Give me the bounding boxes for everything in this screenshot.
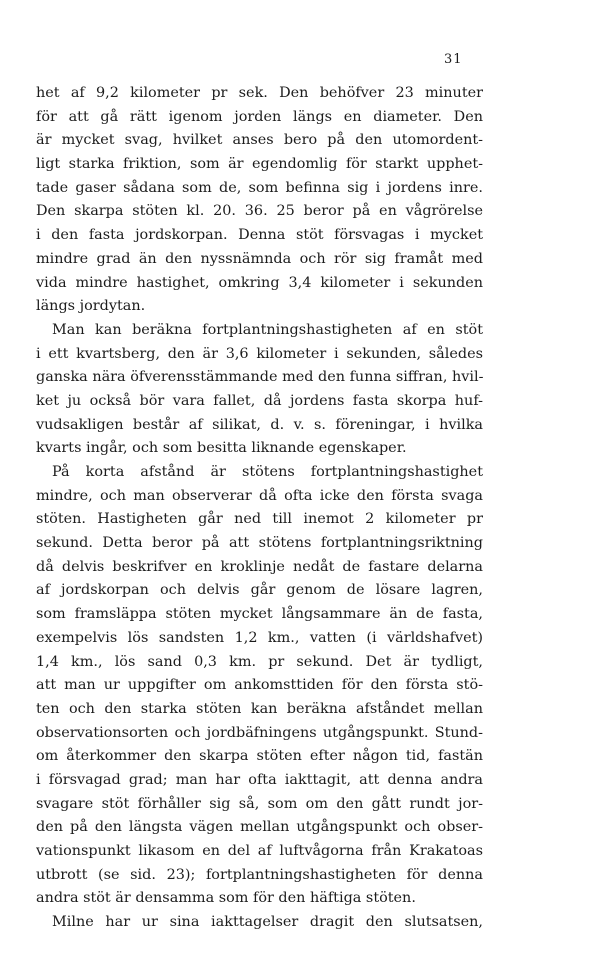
text-line: På korta afstånd är stötens fortplantningshastighet [52, 464, 483, 480]
text-line: ket ju också bör vara fallet, då jordens fasta skorpa huf- [36, 392, 483, 409]
text-line: Den skarpa stöten kl. 20. 36. 25 beror på en vågrörelse [36, 203, 483, 220]
text-line: den på den längsta vägen mellan utgångspunkt och obser- [36, 819, 483, 836]
text-line: het af 9,2 kilometer pr sek. Den behöfver 23 minuter [36, 85, 483, 101]
text-line: då delvis beskrifver en kroklinje nedåt de fastare delarna [36, 558, 483, 575]
text-line: ganska nära öfverensstämmande med den funna siffran, hvil- [36, 369, 483, 386]
text-line: svagare stöt förhåller sig så, som om den gått rundt jor- [36, 795, 483, 812]
text-line: mindre grad än den nyssnämnda och rör sig framåt med [36, 250, 483, 267]
text-line: exempelvis lös sandsten 1,2 km., vatten (i världshafvet) [36, 629, 483, 646]
text-line: Man kan beräkna fortplantningshastigheten af en stöt [52, 321, 483, 338]
text-line: tade gaser sådana som de, som befinna sig i jordens inre. [36, 179, 483, 196]
text-line: som framsläppa stöten mycket långsammare än de fasta, [36, 606, 483, 623]
text-line: af jordskorpan och delvis går genom de lösare lagren, [36, 582, 483, 599]
text-line: utbrott (se sid. 23); fortplantningshastigheten för denna [36, 866, 483, 883]
text-line: 1,4 km., lös sand 0,3 km. pr sekund. Det är tydligt, [36, 653, 483, 670]
text-line: om återkommer den skarpa stöten efter någon tid, fastän [36, 748, 483, 765]
text-line: i den fasta jordskorpan. Denna stöt försvagas i mycket [36, 227, 483, 244]
text-line: Milne har ur sina iakttagelser dragit den slutsatsen, [52, 914, 483, 931]
text-line: vida mindre hastighet, omkring 3,4 kilometer i sekunden [36, 274, 483, 291]
text-line: andra stöt är densamma som för den häftiga stöten. [36, 890, 416, 907]
text-line: är mycket svag, hvilket anses bero på den utomordent- [36, 132, 483, 149]
text-line: vationspunkt likasom en del af luftvågorna från Krakatoas [36, 843, 483, 859]
text-line: vudsakligen består af silikat, d. v. s. föreningar, i hvilka [36, 416, 483, 433]
text-line: att man ur uppgifter om ankomsttiden för den första stö- [36, 677, 483, 694]
body-text [36, 82, 483, 935]
text-line: sekund. Detta beror på att stötens fortplantningsriktning [36, 535, 483, 552]
text-line: ligt starka friktion, som är egendomlig för starkt upphet- [36, 156, 483, 173]
text-line: ten och den starka stöten kan beräkna afståndet mellan [36, 700, 483, 717]
text-line: för att gå rätt igenom jorden längs en diameter. Den [36, 108, 483, 125]
text-line: kvarts ingår, och som besitta liknande egenskaper. [36, 440, 407, 457]
text-line: mindre, och man observerar då ofta icke den första svaga [36, 487, 483, 504]
text-line: i försvagad grad; man har ofta iakttagit, att denna andra [36, 771, 483, 788]
text-line: i ett kvartsberg, den är 3,6 kilometer i sekunden, således [36, 345, 483, 362]
text-line: observationsorten och jordbäfningens utgångspunkt. Stund- [36, 724, 483, 741]
text-line: stöten. Hastigheten går ned till inemot 2 kilometer pr [36, 511, 483, 528]
text-line: längs jordytan. [36, 298, 146, 315]
page-number: 31 [444, 52, 463, 67]
